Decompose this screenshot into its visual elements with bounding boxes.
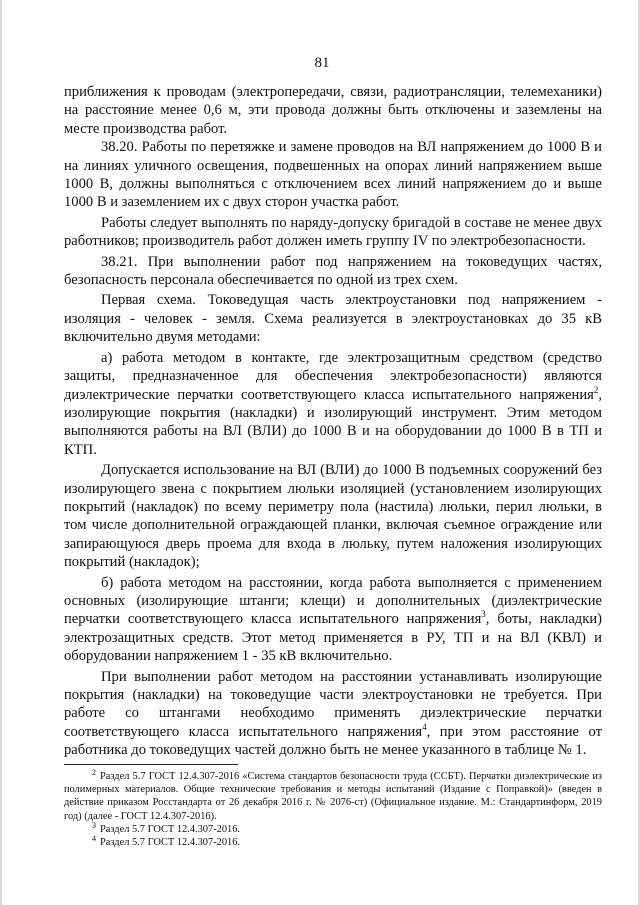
paragraph-text: , боты, накладки) электрозащитных средств. Этот метод применяется в РУ, ТП и на ВЛ (КВЛ) и оборудовании напряжением 1 - 35 кВ включительно. [64,611,602,665]
page-number: 81 [314,55,330,71]
paragraph-text: , при этом расстояние от работника до токоведущих частей должно быть не менее указанного в таблице № 1. [64,723,602,759]
footnote-ref: 4 [422,721,427,732]
footnote-mark: 4 [92,834,96,844]
footnote-mark: 3 [92,820,96,830]
footnote-text: Раздел 5.7 ГОСТ 12.4.307-2016 «Система стандартов безопасности труда (ССБТ). Перчатки диэлектрические из полимерных материалов. Общие технические требования и методы испытаний (Издание с Поправкой)» (введен в действие приказом Росстандарта от 26 декабря 2016 г. № 2076-ст) (Официальное издание. М.: Стандартинформ, 2019 год) (далее - ГОСТ 12.4.307-2016). [64,771,602,822]
paragraph: Работы следует выполнять по наряду-допуску бригадой в составе не менее двух работников; производитель работ должен иметь группу IV по электробезопасности. [64,214,602,250]
footnote-3 [64,820,602,836]
paragraph: Допускается использование на ВЛ (ВЛИ) до 1000 В подъемных сооружений без изолирующего звена с покрытием люльки изоляцией (установлением изолирующих покрытий (накладок) по всему периметру пола (настила) люльки, перил люльки, в том числе дополнительной ограждающей планки, включая съемное ограждение или запирающуюся дверь проема для входа в люльку, путем наложения изолирующих покрытий (накладок); [64,462,602,571]
paragraph-text: При выполнении работ методом на расстоянии устанавливать изолирующие покрытия (накладки) на токоведущие части электроустановки не требуется. При работе со штангами необходимо применять диэлектрические перчатки соответствующего класса испытательного напряжения [64,668,602,740]
footnote-2 [64,770,602,823]
paragraph-text: а) работа методом в контакте, где электрозащитным средством (средство защиты, предназначенное для обеспечения электробезопасности) являются диэлектрические перчатки соответствующего класса испытательного напряжения [64,349,602,403]
footnote-text: Раздел 5.7 ГОСТ 12.4.307-2016. [100,837,241,849]
paragraph [64,668,602,760]
paragraph-method-a [64,349,602,459]
footnote-4 [64,836,602,849]
footnote-ref: 2 [593,384,599,395]
body-text [64,83,602,760]
paragraph: приближения к проводам (электропередачи, связи, радиотрансляции, телемеханики) на расстояние менее 0,6 м, эти провода должны быть отключены и заземлены на месте производства работ. [64,84,602,137]
paragraph-first-scheme: Первая схема. Токоведущая часть электроустановки под напряжением - изоляция - человек - земля. Схема реализуется в электроустановках до 35 кВ включительно двумя методами: [64,292,602,346]
paragraph-text: , изолирующие покрытия (накладки) и изолирующий инструмент. Этим методом выполняются работы на ВЛ (ВЛИ) до 1000 В и на оборудовании до 1000 В в ТП и КТП. [64,386,602,458]
footnotes [64,770,602,849]
paragraph-38-20: 38.20. Работы по перетяжке и замене проводов на ВЛ напряжением до 1000 В и на линиях уличного освещения, подвешенных на опорах линий напряжением выше 1000 В, должны выполняться с отключением всех линий напряжением до и выше 1000 В и заземлением их с двух сторон участка работ. [64,139,602,211]
footnote-text: Раздел 5.7 ГОСТ 12.4.307-2016. [100,823,241,835]
paragraph-text: б) работа методом на расстоянии, когда работа выполняется с применением основных (изолирующие штанги; клещи) и дополнительных (диэлектрические перчатки соответствующего класса испытательного напряжения [64,574,602,628]
footnote-mark: 2 [92,768,96,777]
footnote-ref: 3 [481,609,486,620]
paragraph-38-21: 38.21. При выполнении работ под напряжением на токоведущих частях, безопасность персонала обеспечивается по одной из трех схем. [64,253,602,289]
footnote-divider [64,764,238,765]
paragraph-method-b [64,574,602,666]
